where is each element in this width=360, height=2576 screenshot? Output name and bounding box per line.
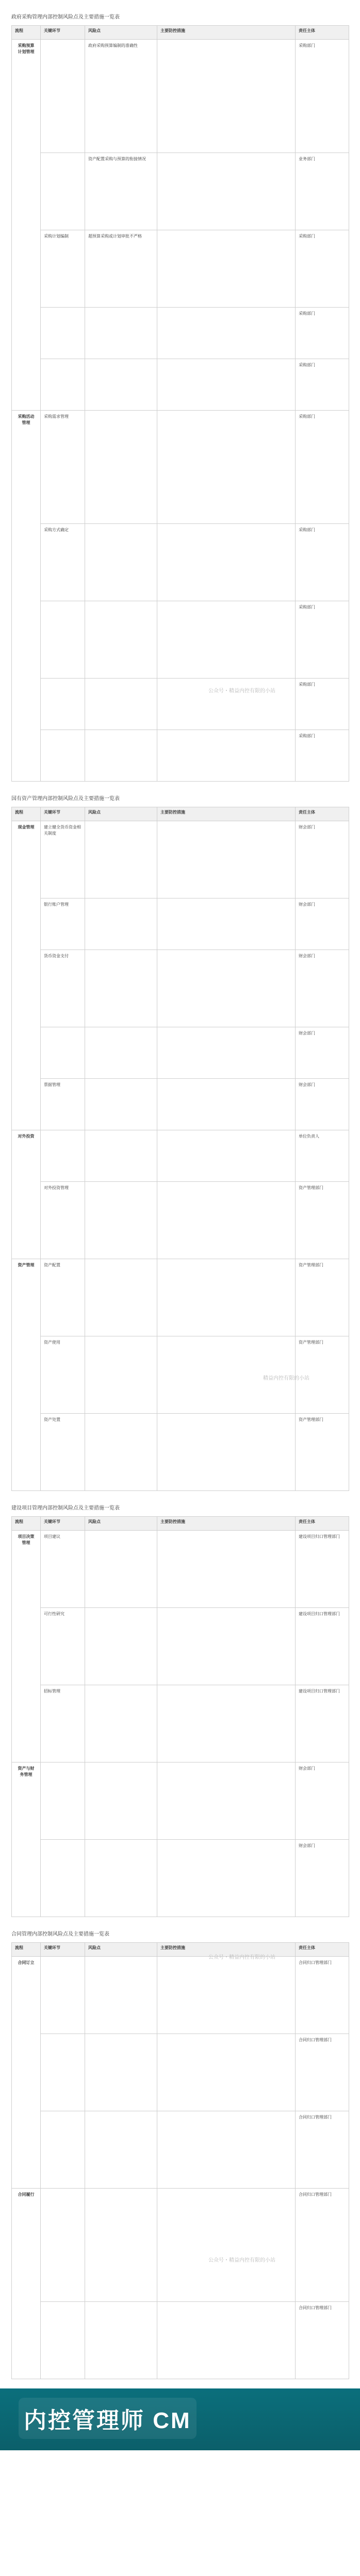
watermark: 精益内控有限的小站 [263, 1376, 309, 1381]
cell-risk [85, 2111, 157, 2189]
cell-owner: 财会部门 [296, 950, 349, 1027]
table-row [12, 308, 349, 359]
cell-key [41, 1027, 85, 1079]
cell-risk [85, 1414, 157, 1491]
table-row [12, 950, 349, 1027]
table-row [12, 899, 349, 950]
table-row [12, 40, 349, 153]
cell-key: 票据管理 [41, 1079, 85, 1130]
cell-owner: 资产管理部门 [296, 1336, 349, 1414]
cell-owner: 财会部门 [296, 1840, 349, 1917]
cell-owner: 采购部门 [296, 524, 349, 601]
cell-key [41, 308, 85, 359]
table-row [12, 1182, 349, 1259]
cell-owner: 采购部门 [296, 730, 349, 782]
cell-key [41, 40, 85, 153]
cell-owner: 采购部门 [296, 308, 349, 359]
header-col-4: 责任主体 [296, 807, 349, 821]
cell-risk [85, 1608, 157, 1685]
cell-owner: 合同归口管理部门 [296, 2189, 349, 2302]
table-row [12, 524, 349, 601]
cell-owner: 业务部门 [296, 153, 349, 230]
cell-key [41, 1957, 85, 2034]
cell-key: 项目建议 [41, 1531, 85, 1608]
cell-risk [85, 601, 157, 679]
cell-risk [85, 1531, 157, 1608]
cell-owner: 财会部门 [296, 1762, 349, 1840]
cell-key: 银行账户管理 [41, 899, 85, 950]
table-construction [11, 1516, 349, 1917]
cell-risk [85, 308, 157, 359]
cell-key [41, 2034, 85, 2111]
cell-owner: 资产管理部门 [296, 1259, 349, 1336]
cell-measure [157, 359, 296, 411]
cell-risk [85, 730, 157, 782]
watermark: 公众号・精益内控有限的小站 [208, 1955, 275, 1960]
group-label: 采购活动管理 [12, 411, 41, 782]
section-assets [0, 782, 360, 1491]
header-col-2: 风险点 [85, 1943, 157, 1957]
section-procurement [0, 0, 360, 782]
cell-measure [157, 2111, 296, 2189]
cell-owner: 财会部门 [296, 899, 349, 950]
table-row [12, 1840, 349, 1917]
header-col-1: 关键环节 [41, 807, 85, 821]
cell-key [41, 359, 85, 411]
cell-owner: 资产管理部门 [296, 1414, 349, 1491]
cell-measure [157, 730, 296, 782]
table-row [12, 411, 349, 524]
table-row [12, 1259, 349, 1336]
cell-key: 资产处置 [41, 1414, 85, 1491]
table-row [12, 1027, 349, 1079]
cell-owner: 建设项目归口管理部门 [296, 1685, 349, 1762]
cell-key [41, 679, 85, 730]
group-label: 对外投资 [12, 1130, 41, 1259]
cell-owner: 财会部门 [296, 821, 349, 899]
cell-owner: 建设项目归口管理部门 [296, 1531, 349, 1608]
cell-measure [157, 1414, 296, 1491]
cell-owner: 单位负责人 [296, 1130, 349, 1182]
table-row [12, 2302, 349, 2379]
cell-key [41, 730, 85, 782]
cell-owner: 采购部门 [296, 359, 349, 411]
cell-risk [85, 524, 157, 601]
watermark: 公众号・精益内控有限的小站 [208, 2258, 275, 2263]
cell-owner: 采购部门 [296, 230, 349, 308]
header-col-3: 主要防控措施 [157, 26, 296, 40]
header-col-3: 主要防控措施 [157, 1943, 296, 1957]
group-label: 合同订立 [12, 1957, 41, 2189]
header-col-2: 风险点 [85, 1517, 157, 1531]
cell-owner: 合同归口管理部门 [296, 2034, 349, 2111]
cell-risk [85, 1762, 157, 1840]
table-header-row [12, 807, 349, 821]
header-col-1: 关键环节 [41, 1517, 85, 1531]
cell-risk [85, 359, 157, 411]
table-assets [11, 807, 349, 1491]
header-col-4: 责任主体 [296, 1943, 349, 1957]
group-label: 采购预算计划管理 [12, 40, 41, 411]
cell-key [41, 1762, 85, 1840]
header-col-0: 流程 [12, 1943, 41, 1957]
cell-key [41, 1130, 85, 1182]
cell-risk [85, 899, 157, 950]
table-row [12, 1130, 349, 1182]
cell-key [41, 153, 85, 230]
table-row [12, 2111, 349, 2189]
cell-measure [157, 411, 296, 524]
cell-measure [157, 1182, 296, 1259]
table-row [12, 1957, 349, 2034]
cell-owner: 采购部门 [296, 40, 349, 153]
cell-owner: 合同归口管理部门 [296, 2111, 349, 2189]
bottom-banner [0, 2388, 360, 2450]
cell-risk [85, 1130, 157, 1182]
table-row [12, 2189, 349, 2302]
table-row [12, 1762, 349, 1840]
cell-key [41, 2302, 85, 2379]
group-label: 资产管理 [12, 1259, 41, 1491]
cell-owner: 合同归口管理部门 [296, 2302, 349, 2379]
section-title: 合同管理内部控制风险点及主要措施一览表 [11, 1931, 109, 1937]
table-contract [11, 1942, 349, 2379]
table-row [12, 2034, 349, 2111]
cell-measure [157, 1762, 296, 1840]
cell-key: 资产使用 [41, 1336, 85, 1414]
cell-owner: 财会部门 [296, 1079, 349, 1130]
cell-measure [157, 950, 296, 1027]
cell-owner: 合同归口管理部门 [296, 1957, 349, 2034]
section-contract [0, 1917, 360, 2379]
cell-risk [85, 2189, 157, 2302]
cell-measure [157, 1130, 296, 1182]
cell-measure [157, 1608, 296, 1685]
cell-owner: 资产管理部门 [296, 1182, 349, 1259]
header-col-4: 责任主体 [296, 1517, 349, 1531]
cell-risk [85, 1957, 157, 2034]
cell-measure [157, 2034, 296, 2111]
table-row [12, 821, 349, 899]
group-label: 现金管理 [12, 821, 41, 1130]
cell-measure [157, 1079, 296, 1130]
cell-risk [85, 821, 157, 899]
cell-measure [157, 2302, 296, 2379]
cell-risk [85, 1182, 157, 1259]
cell-key: 建立健全货币资金相关制度 [41, 821, 85, 899]
cell-risk: 超预算采购或计划审批不严格 [85, 230, 157, 308]
header-col-0: 流程 [12, 807, 41, 821]
table-header-row [12, 26, 349, 40]
header-col-2: 风险点 [85, 26, 157, 40]
header-col-3: 主要防控措施 [157, 807, 296, 821]
cell-risk: 资产配置采购与预算的衔接情况 [85, 153, 157, 230]
cell-owner: 采购部门 [296, 601, 349, 679]
cell-key: 对外投资管理 [41, 1182, 85, 1259]
section-title: 国有资产管理内部控制风险点及主要措施一览表 [11, 796, 120, 802]
banner-text: 内控管理师 CM [19, 2398, 197, 2439]
section-title: 政府采购管理内部控制风险点及主要措施一览表 [11, 14, 120, 20]
table-row [12, 1685, 349, 1762]
cell-key: 采购需求管理 [41, 411, 85, 524]
banner-logo [19, 2398, 197, 2439]
table-row [12, 359, 349, 411]
cell-key [41, 2111, 85, 2189]
cell-owner: 采购部门 [296, 411, 349, 524]
table-row [12, 679, 349, 730]
cell-measure [157, 821, 296, 899]
table-header-row [12, 1517, 349, 1531]
cell-key: 货币资金支付 [41, 950, 85, 1027]
header-col-2: 风险点 [85, 807, 157, 821]
cell-risk [85, 950, 157, 1027]
cell-owner: 财会部门 [296, 1027, 349, 1079]
table-row [12, 230, 349, 308]
cell-measure [157, 1957, 296, 2034]
table-row [12, 153, 349, 230]
cell-risk [85, 411, 157, 524]
cell-key: 采购方式确定 [41, 524, 85, 601]
cell-owner: 采购部门 [296, 679, 349, 730]
cell-risk [85, 1336, 157, 1414]
cell-risk [85, 2302, 157, 2379]
cell-measure [157, 40, 296, 153]
watermark: 公众号・精益内控有限的小站 [208, 688, 275, 694]
cell-key [41, 2189, 85, 2302]
cell-risk [85, 1259, 157, 1336]
cell-risk [85, 1027, 157, 1079]
table-row [12, 1531, 349, 1608]
cell-key: 招标管理 [41, 1685, 85, 1762]
table-procurement [11, 25, 349, 782]
group-label: 项目决策管理 [12, 1531, 41, 1762]
cell-key: 采购计划编制 [41, 230, 85, 308]
header-col-0: 流程 [12, 26, 41, 40]
table-row [12, 1608, 349, 1685]
section-title: 建设项目管理内部控制风险点及主要措施一览表 [11, 1505, 120, 1511]
header-col-1: 关键环节 [41, 1943, 85, 1957]
table-row [12, 1414, 349, 1491]
group-label: 资产与财务管理 [12, 1762, 41, 1917]
cell-risk [85, 1079, 157, 1130]
cell-key [41, 601, 85, 679]
header-col-3: 主要防控措施 [157, 1517, 296, 1531]
cell-key [41, 1840, 85, 1917]
header-col-0: 流程 [12, 1517, 41, 1531]
cell-measure [157, 1685, 296, 1762]
table-header-row [12, 1943, 349, 1957]
header-col-1: 关键环节 [41, 26, 85, 40]
cell-measure [157, 601, 296, 679]
cell-risk [85, 1685, 157, 1762]
table-row [12, 1079, 349, 1130]
header-col-4: 责任主体 [296, 26, 349, 40]
section-construction [0, 1491, 360, 1917]
cell-key: 资产配置 [41, 1259, 85, 1336]
cell-risk [85, 1840, 157, 1917]
cell-risk [85, 679, 157, 730]
cell-measure [157, 308, 296, 359]
cell-measure [157, 899, 296, 950]
table-row [12, 730, 349, 782]
cell-measure [157, 153, 296, 230]
cell-measure [157, 1027, 296, 1079]
cell-measure [157, 524, 296, 601]
cell-key: 可行性研究 [41, 1608, 85, 1685]
cell-risk: 政府采购预算编制的准确性 [85, 40, 157, 153]
cell-risk [85, 2034, 157, 2111]
cell-owner: 建设项目归口管理部门 [296, 1608, 349, 1685]
table-row [12, 601, 349, 679]
cell-measure [157, 2189, 296, 2302]
cell-measure [157, 1531, 296, 1608]
cell-measure [157, 230, 296, 308]
cell-measure [157, 1259, 296, 1336]
group-label: 合同履行 [12, 2189, 41, 2379]
cell-measure [157, 1840, 296, 1917]
